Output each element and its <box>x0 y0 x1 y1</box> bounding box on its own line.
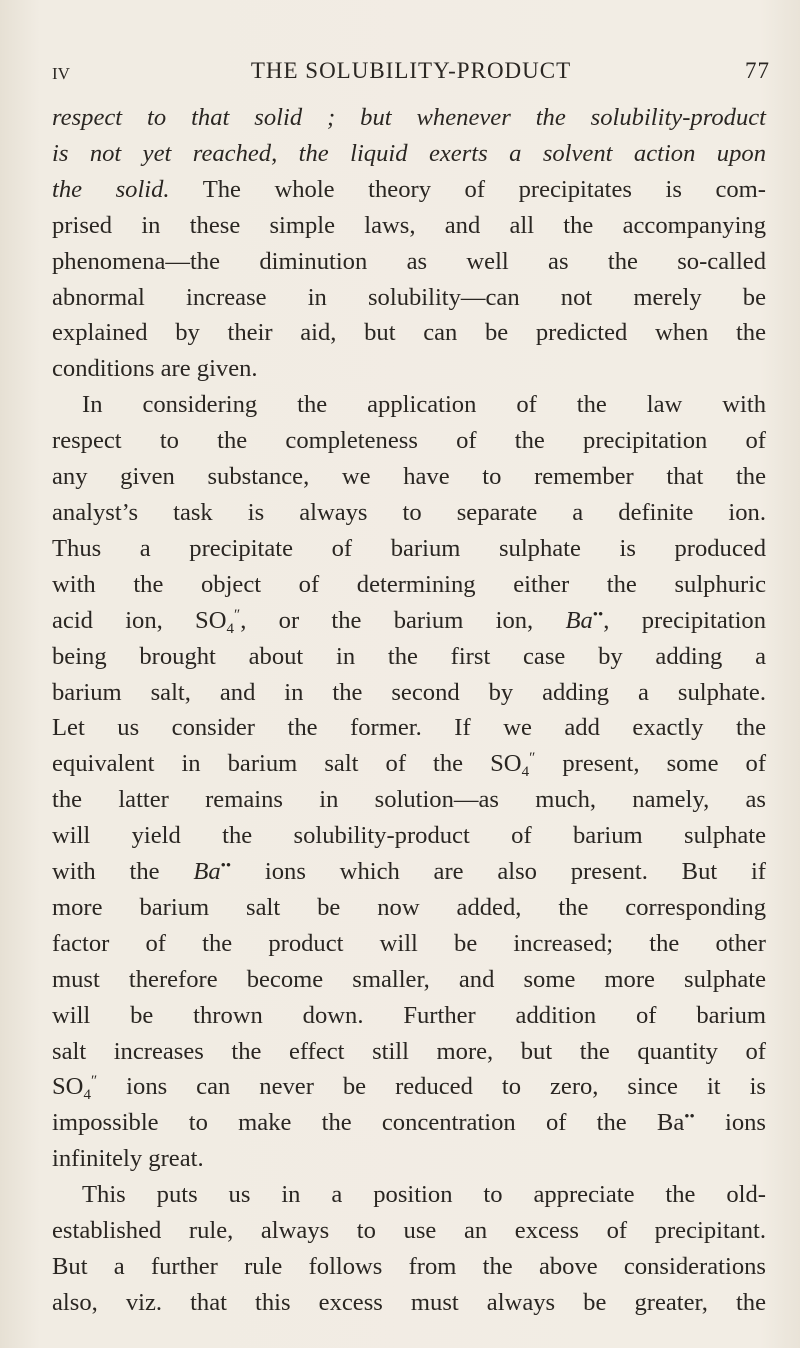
subscript: 4 <box>226 620 234 637</box>
text-line <box>52 603 766 639</box>
text-line <box>52 208 766 244</box>
text-segment: being brought about in the first case by adding a <box>52 642 766 670</box>
text-segment: the latter remains in solution—as much, namely, as <box>52 786 766 814</box>
text-segment: equivalent in barium salt of the SO <box>52 750 522 778</box>
text-segment: also, viz. that this excess must always be greater, the <box>52 1288 766 1316</box>
text-segment: is not yet reached, the liquid exerts a solvent action upon <box>52 139 766 167</box>
text-segment: present, some of <box>535 750 767 778</box>
text-line <box>52 1177 766 1213</box>
text-line <box>52 926 766 962</box>
text-line <box>52 890 766 926</box>
text-segment: with the <box>52 858 194 886</box>
text-segment: In considering the application of the law with <box>82 391 766 419</box>
text-line <box>52 1213 766 1249</box>
text-segment: more barium salt be now added, the corresponding <box>52 893 766 921</box>
text-line <box>52 244 766 280</box>
text-segment: respect to the completeness of the precipitation of <box>52 427 766 455</box>
text-line <box>52 531 766 567</box>
text-segment: barium salt, and in the second by adding a sulphate. <box>52 678 766 706</box>
superscript: ″ <box>90 1073 98 1090</box>
subscript: 4 <box>83 1087 91 1104</box>
text-line <box>52 998 766 1034</box>
text-line <box>52 710 766 746</box>
text-segment: acid ion, SO <box>52 606 227 634</box>
text-line <box>52 1141 766 1177</box>
superscript: •• <box>684 1109 695 1126</box>
text-line <box>52 639 766 675</box>
body-text <box>52 100 766 1321</box>
text-segment: explained by their aid, but can be predicted when the <box>52 319 766 347</box>
text-segment: ions can never be reduced to zero, since it is <box>97 1073 766 1101</box>
text-line <box>52 818 766 854</box>
text-segment: established rule, always to use an excess of precipitant. <box>52 1217 766 1245</box>
text-line <box>52 315 766 351</box>
text-line <box>52 782 766 818</box>
text-segment: conditions are given. <box>52 355 258 383</box>
text-line <box>52 1034 766 1070</box>
text-segment: Ba <box>565 606 593 634</box>
text-segment: any given substance, we have to remember that the <box>52 463 766 491</box>
text-segment: with the object of determining either the sulphuric <box>52 570 766 598</box>
text-segment: , or the barium ion, <box>240 606 566 634</box>
text-line <box>52 1249 766 1285</box>
text-line <box>52 459 766 495</box>
text-segment: salt increases the effect still more, but the quantity of <box>52 1037 766 1065</box>
superscript: ″ <box>234 606 241 623</box>
text-segment: The whole theory of precipitates is com- <box>169 175 766 203</box>
text-segment: Thus a precipitate of barium sulphate is produced <box>52 534 766 562</box>
text-line <box>52 351 766 387</box>
text-line <box>52 387 766 423</box>
text-segment: SO <box>52 1073 84 1101</box>
text-line <box>52 1285 766 1321</box>
text-segment: the solid. <box>52 175 170 203</box>
text-line <box>52 136 766 172</box>
text-line <box>52 962 766 998</box>
text-segment: will yield the solubility-product of barium sulphate <box>52 822 766 850</box>
text-segment: But a further rule follows from the above considerations <box>52 1253 766 1280</box>
text-segment: respect to that solid ; but whenever the solubility-product <box>52 104 766 131</box>
superscript: •• <box>220 858 232 875</box>
text-segment: impossible to make the concentration of the Ba <box>52 1109 685 1137</box>
text-line <box>52 567 766 603</box>
text-segment: must therefore become smaller, and some more sulphate <box>52 965 766 993</box>
text-segment: ions which are also present. But if <box>231 858 766 886</box>
running-header <box>52 58 770 94</box>
text-segment: abnormal increase in solubility—can not merely be <box>52 283 766 311</box>
text-line <box>52 280 766 316</box>
superscript: ″ <box>529 750 536 767</box>
text-segment: analyst’s task is always to separate a definite ion. <box>52 498 766 526</box>
text-line <box>52 675 766 711</box>
superscript: •• <box>592 606 604 623</box>
text-segment: , precipitation <box>603 606 766 634</box>
text-line <box>52 746 766 782</box>
text-segment: Let us consider the former. If we add exactly the <box>52 714 766 742</box>
text-line <box>52 854 766 890</box>
text-line <box>52 172 766 208</box>
text-line <box>52 423 766 459</box>
text-segment: This puts us in a position to appreciate the old- <box>82 1181 766 1209</box>
subscript: 4 <box>521 764 530 781</box>
text-line <box>52 100 766 136</box>
text-segment: ions <box>694 1109 766 1137</box>
page-number: 77 <box>745 58 770 83</box>
text-line <box>52 1069 766 1105</box>
text-segment: prised in these simple laws, and all the accompanying <box>52 211 766 239</box>
text-line <box>52 1105 766 1141</box>
text-segment: Ba <box>193 858 221 886</box>
text-segment: will be thrown down. Further addition of barium <box>52 1001 766 1029</box>
text-segment: factor of the product will be increased; the other <box>52 929 766 957</box>
running-title: THE SOLUBILITY-PRODUCT <box>250 58 572 83</box>
text-segment: infinitely great. <box>52 1145 204 1173</box>
chapter-number: IV <box>52 64 70 83</box>
text-line <box>52 495 766 531</box>
text-segment: phenomena—the diminution as well as the so-called <box>52 247 766 275</box>
